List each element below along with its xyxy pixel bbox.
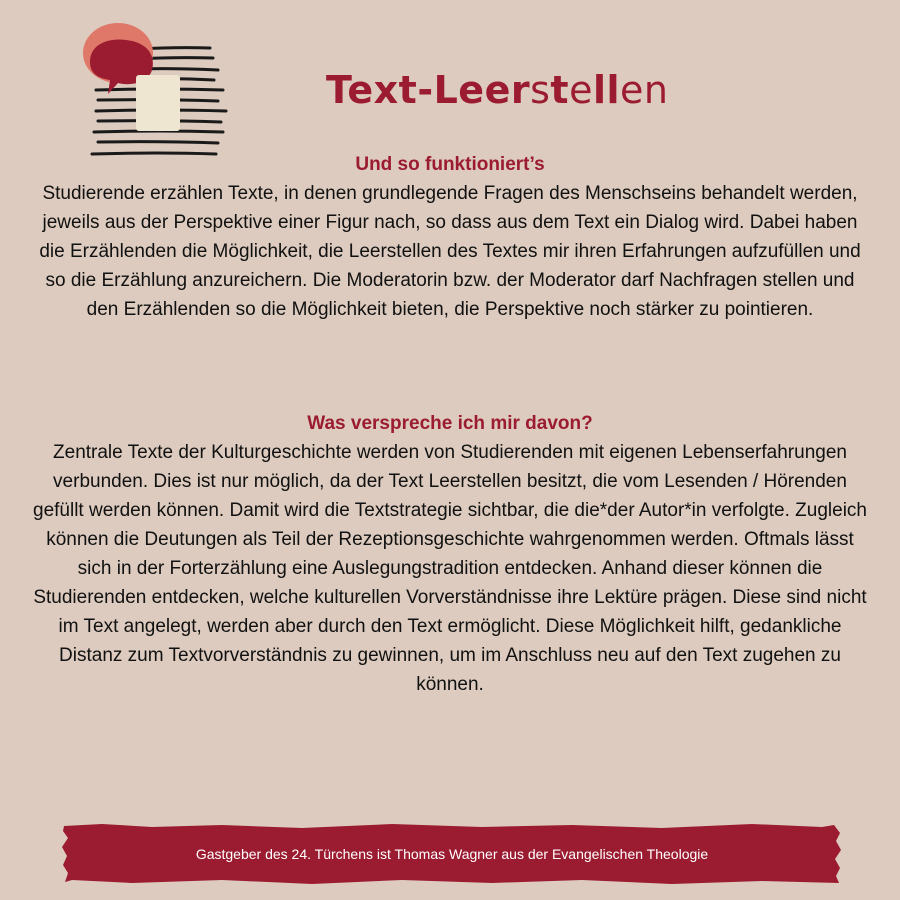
title-part-t: t [550,68,570,112]
title-part-en: en [620,68,669,112]
section-body-expectations: Zentrale Texte der Kulturgeschichte werden von Studierenden mit eigenen Lebenserfahrungen verbunden. Dies ist nur möglich, da der Text Leerstellen besitzt, die vom Lesenden / Hörenden gefüllt werden können. Damit wird die Textstrategie sichtbar, die die*der Autor*in verfolgte. Zugleich können die Deutungen als Teil der Rezeptionsgeschichte wahrgenommen werden. Oftmals lässt sich in der Forterzählung eine Auslegungstradition entdecken. Anhand dieser können die Studierenden entdecken, welche kulturellen Vorverständnisse ihre Lektüre prägen. Diese sind nicht im Text angelegt, werden aber durch den Text ermöglicht. Diese Möglichkeit hilft, gedankliche Distanz zum Textvorverständnis zu gewinnen, um im Anschluss neu auf den Text zugehen zu können. [33,442,867,695]
section-heading-how-it-works: Und so funktioniert’s [355,154,545,175]
section-body-how-it-works: Studierende erzählen Texte, in denen grundlegende Fragen des Menschseins behandelt werden, jeweils aus der Perspektive einer Figur nach, so dass aus dem Text ein Dialog wird. Dabei haben die Erzählenden die Möglichkeit, die Leerstellen des Textes mir ihren Erfahrungen aufzufüllen und so die Erzählung anzureichern. Die Moderatorin bzw. der Moderator darf Nachfragen stellen und den Erzählenden so die Möglichkeit bieten, die Perspektive noch stärker zu pointieren. [39,183,861,320]
speech-bubble-lines-icon [78,20,238,165]
section-expectations [30,409,870,699]
title-part-s: s [530,68,551,112]
title-part-e: e [569,68,593,112]
title-part-leer: Leer [433,68,531,112]
title-part-ll: ll [592,68,621,112]
section-how-it-works [30,150,870,324]
section-heading-expectations: Was verspreche ich mir davon? [307,413,593,434]
title-part-text: Text- [326,68,434,112]
footer-credit-text: Gastgeber des 24. Türchens ist Thomas Wagner aus der Evangelischen Theologie [195,846,709,862]
page-title [326,64,669,116]
